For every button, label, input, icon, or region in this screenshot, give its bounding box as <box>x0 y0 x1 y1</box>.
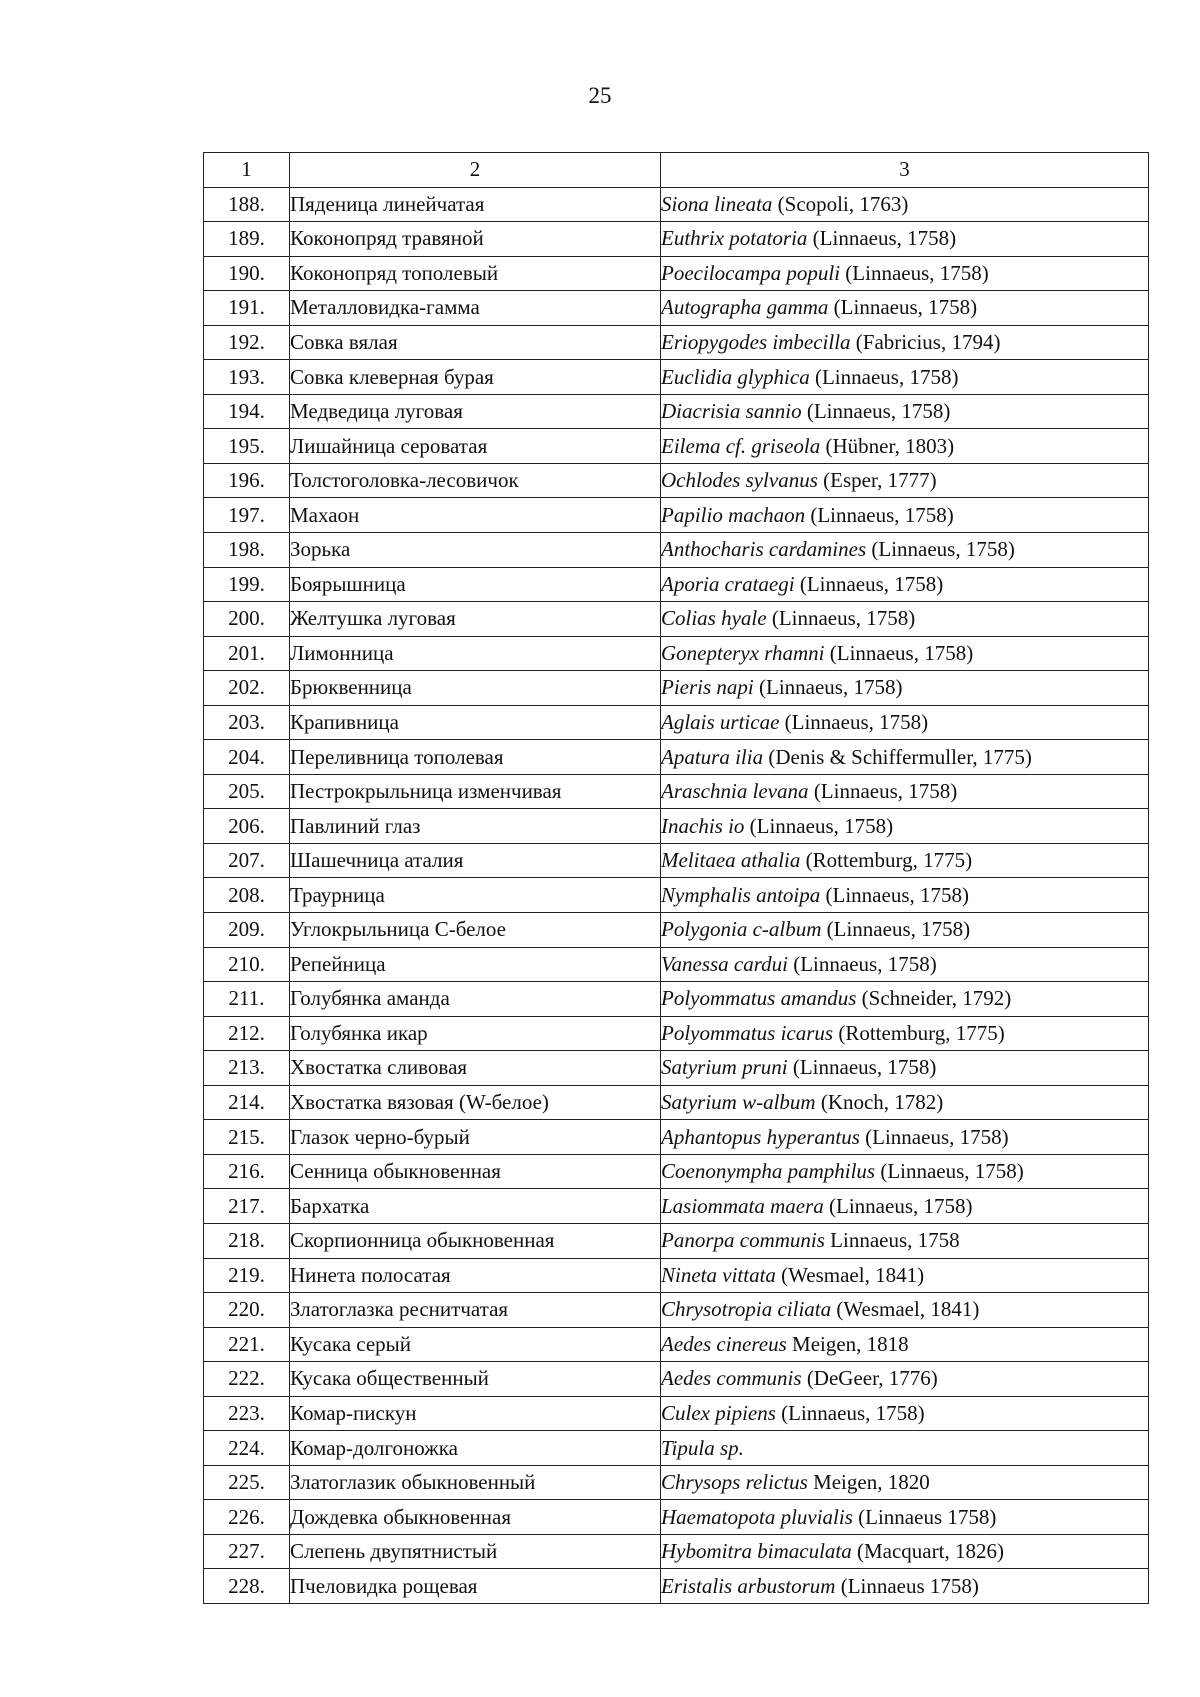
row-number: 200. <box>204 602 290 637</box>
russian-name: Совка клеверная бурая <box>290 360 661 395</box>
latin-name-cell <box>661 1500 1149 1535</box>
taxon-author: (Linnaeus, 1758) <box>845 260 989 285</box>
row-number: 203. <box>204 705 290 740</box>
column-header-russian-name: 2 <box>290 153 661 188</box>
latin-species-name: Nineta vittata <box>661 1262 776 1287</box>
taxon-author: (Macquart, 1826) <box>856 1539 1004 1564</box>
taxon-author: (Wesmael, 1841) <box>781 1262 925 1287</box>
russian-name: Лимонница <box>290 636 661 671</box>
taxon-author: (Schneider, 1792) <box>861 986 1012 1011</box>
latin-species-name: Vanessa cardui <box>661 951 788 976</box>
table-row <box>204 1500 1149 1535</box>
latin-name-cell <box>661 774 1149 809</box>
row-number: 227. <box>204 1534 290 1569</box>
taxon-author: Linnaeus, 1758 <box>830 1228 960 1253</box>
russian-name: Кусака общественный <box>290 1362 661 1397</box>
table-row <box>204 913 1149 948</box>
taxon-author: (DeGeer, 1776) <box>806 1366 938 1391</box>
latin-species-name: Ochlodes sylvanus <box>661 468 818 493</box>
russian-name: Коконопряд тополевый <box>290 256 661 291</box>
latin-name-cell <box>661 1223 1149 1258</box>
latin-name-cell <box>661 1465 1149 1500</box>
row-number: 194. <box>204 394 290 429</box>
row-number: 201. <box>204 636 290 671</box>
row-number: 226. <box>204 1500 290 1535</box>
row-number: 214. <box>204 1085 290 1120</box>
latin-species-name: Colias hyale <box>661 606 767 631</box>
row-number: 209. <box>204 913 290 948</box>
table-row <box>204 325 1149 360</box>
table-row <box>204 187 1149 222</box>
row-number: 205. <box>204 774 290 809</box>
russian-name: Коконопряд травяной <box>290 222 661 257</box>
row-number: 228. <box>204 1569 290 1604</box>
row-number: 189. <box>204 222 290 257</box>
table-row <box>204 740 1149 775</box>
taxon-author: (Linnaeus, 1758) <box>784 710 929 735</box>
latin-name-cell <box>661 705 1149 740</box>
latin-species-name: Papilio machaon <box>661 502 806 527</box>
russian-name: Павлиний глаз <box>290 809 661 844</box>
russian-name: Бархатка <box>290 1189 661 1224</box>
latin-species-name: Autographa gamma <box>661 295 829 320</box>
taxon-author: (Linnaeus 1758) <box>858 1504 997 1529</box>
latin-name-cell <box>661 463 1149 498</box>
latin-name-cell <box>661 878 1149 913</box>
latin-species-name: Polyommatus amandus <box>661 986 857 1011</box>
latin-name-cell <box>661 1051 1149 1086</box>
table-row <box>204 1465 1149 1500</box>
table-row <box>204 1223 1149 1258</box>
russian-name: Слепень двупятнистый <box>290 1534 661 1569</box>
russian-name: Углокрыльница С-белое <box>290 913 661 948</box>
russian-name: Комар-пискун <box>290 1396 661 1431</box>
latin-name-cell <box>661 533 1149 568</box>
russian-name: Медведица луговая <box>290 394 661 429</box>
russian-name: Пчеловидка рощевая <box>290 1569 661 1604</box>
russian-name: Хвостатка сливовая <box>290 1051 661 1086</box>
latin-name-cell <box>661 1120 1149 1155</box>
table-row <box>204 1189 1149 1224</box>
latin-name-cell <box>661 567 1149 602</box>
page-number: 25 <box>588 83 612 108</box>
russian-name: Толстоголовка-лесовичок <box>290 463 661 498</box>
latin-name-cell <box>661 947 1149 982</box>
row-number: 223. <box>204 1396 290 1431</box>
table-row <box>204 256 1149 291</box>
russian-name: Комар-долгоножка <box>290 1431 661 1466</box>
latin-species-name: Aedes cinereus <box>661 1331 787 1356</box>
taxon-author: (Esper, 1777) <box>823 468 937 493</box>
row-number: 213. <box>204 1051 290 1086</box>
latin-name-cell <box>661 1534 1149 1569</box>
column-header-number: 1 <box>204 153 290 188</box>
table-row <box>204 429 1149 464</box>
latin-species-name: Eilema cf. griseola <box>661 433 821 458</box>
russian-name: Кусака серый <box>290 1327 661 1362</box>
table-row <box>204 1327 1149 1362</box>
latin-name-cell <box>661 1396 1149 1431</box>
russian-name: Пестрокрыльница изменчивая <box>290 774 661 809</box>
latin-name-cell <box>661 1569 1149 1604</box>
taxon-author: (Linnaeus, 1758) <box>833 295 978 320</box>
russian-name: Махаон <box>290 498 661 533</box>
taxon-author: (Linnaeus, 1758) <box>792 1055 937 1080</box>
taxon-author: (Scopoli, 1763) <box>777 191 909 216</box>
table-row <box>204 533 1149 568</box>
latin-species-name: Aglais urticae <box>661 710 780 735</box>
taxon-author: (Linnaeus, 1758) <box>812 226 957 251</box>
latin-species-name: Inachis io <box>661 813 745 838</box>
latin-species-name: Siona lineata <box>661 191 773 216</box>
latin-name-cell <box>661 1293 1149 1328</box>
row-number: 190. <box>204 256 290 291</box>
latin-name-cell <box>661 982 1149 1017</box>
russian-name: Златоглазка реснитчатая <box>290 1293 661 1328</box>
row-number: 208. <box>204 878 290 913</box>
russian-name: Зорька <box>290 533 661 568</box>
latin-species-name: Haematopota pluvialis <box>661 1504 853 1529</box>
table-row <box>204 291 1149 326</box>
table-body <box>204 187 1149 1603</box>
latin-name-cell <box>661 498 1149 533</box>
table-row <box>204 1362 1149 1397</box>
row-number: 210. <box>204 947 290 982</box>
russian-name: Хвостатка вязовая (W-белое) <box>290 1085 661 1120</box>
russian-name: Траурница <box>290 878 661 913</box>
latin-species-name: Lasiommata maera <box>661 1193 824 1218</box>
taxon-author: (Linnaeus, 1758) <box>871 537 1015 562</box>
latin-species-name: Diacrisia sannio <box>661 399 802 424</box>
row-number: 218. <box>204 1223 290 1258</box>
latin-species-name: Chrysops relictus <box>661 1470 808 1495</box>
latin-name-cell <box>661 187 1149 222</box>
latin-name-cell <box>661 325 1149 360</box>
row-number: 198. <box>204 533 290 568</box>
latin-name-cell <box>661 602 1149 637</box>
russian-name: Репейница <box>290 947 661 982</box>
table-row <box>204 222 1149 257</box>
latin-species-name: Satyrium pruni <box>661 1055 788 1080</box>
latin-species-name: Hybomitra bimaculata <box>661 1539 852 1564</box>
table-row <box>204 878 1149 913</box>
russian-name: Голубянка аманда <box>290 982 661 1017</box>
taxon-author: (Rottemburg, 1775) <box>838 1020 1005 1045</box>
latin-species-name: Satyrium w-album <box>661 1090 816 1115</box>
table-row <box>204 463 1149 498</box>
row-number: 192. <box>204 325 290 360</box>
taxon-author: (Knoch, 1782) <box>820 1090 944 1115</box>
latin-name-cell <box>661 843 1149 878</box>
table-row <box>204 1016 1149 1051</box>
taxon-author: Meigen, 1820 <box>813 1470 930 1495</box>
row-number: 219. <box>204 1258 290 1293</box>
taxon-author: (Linnaeus, 1758) <box>759 675 903 700</box>
latin-species-name: Aphantopus hyperantus <box>661 1124 860 1149</box>
latin-species-name: Gonepteryx rhamni <box>661 640 825 665</box>
latin-name-cell <box>661 740 1149 775</box>
russian-name: Совка вялая <box>290 325 661 360</box>
russian-name: Скорпионница обыкновенная <box>290 1223 661 1258</box>
row-number: 215. <box>204 1120 290 1155</box>
russian-name: Лишайница сероватая <box>290 429 661 464</box>
latin-species-name: Panorpa communis <box>661 1228 825 1253</box>
taxon-author: (Linnaeus, 1758) <box>829 1193 973 1218</box>
taxon-author: (Fabricius, 1794) <box>855 330 1001 354</box>
latin-species-name: Aedes communis <box>661 1366 802 1391</box>
table-row <box>204 809 1149 844</box>
latin-name-cell <box>661 913 1149 948</box>
latin-species-name: Nymphalis antoipa <box>661 882 821 907</box>
table-row <box>204 394 1149 429</box>
russian-name: Металловидка-гамма <box>290 291 661 326</box>
latin-name-cell <box>661 429 1149 464</box>
latin-name-cell <box>661 1362 1149 1397</box>
taxon-author: (Hübner, 1803) <box>825 433 955 458</box>
row-number: 206. <box>204 809 290 844</box>
table-row <box>204 567 1149 602</box>
latin-species-name: Eriopygodes imbecilla <box>661 330 851 354</box>
table-header-row <box>204 153 1149 188</box>
row-number: 220. <box>204 1293 290 1328</box>
row-number: 204. <box>204 740 290 775</box>
table-row <box>204 1396 1149 1431</box>
latin-species-name: Poecilocampa populi <box>661 260 841 285</box>
russian-name: Шашечница аталия <box>290 843 661 878</box>
row-number: 202. <box>204 671 290 706</box>
row-number: 221. <box>204 1327 290 1362</box>
taxon-author: (Linnaeus, 1758) <box>810 502 954 527</box>
row-number: 199. <box>204 567 290 602</box>
table-row <box>204 498 1149 533</box>
russian-name: Дождевка обыкновенная <box>290 1500 661 1535</box>
latin-name-cell <box>661 1085 1149 1120</box>
taxon-author: Meigen, 1818 <box>792 1331 909 1356</box>
table-row <box>204 602 1149 637</box>
taxon-author: (Linnaeus, 1758) <box>781 1400 925 1425</box>
russian-name: Боярышница <box>290 567 661 602</box>
russian-name: Нинета полосатая <box>290 1258 661 1293</box>
taxon-author: (Linnaeus, 1758) <box>826 917 971 942</box>
table-row <box>204 636 1149 671</box>
table-row <box>204 1051 1149 1086</box>
latin-name-cell <box>661 809 1149 844</box>
latin-species-name: Apatura ilia <box>661 744 764 769</box>
taxon-author: (Linnaeus, 1758) <box>793 951 937 976</box>
table-row <box>204 1569 1149 1604</box>
taxon-author: (Linnaeus, 1758) <box>825 882 969 907</box>
row-number: 224. <box>204 1431 290 1466</box>
table-row <box>204 774 1149 809</box>
row-number: 207. <box>204 843 290 878</box>
latin-name-cell <box>661 1154 1149 1189</box>
taxon-author: (Rottemburg, 1775) <box>805 848 973 873</box>
latin-species-name: Culex pipiens <box>661 1400 776 1425</box>
taxon-author: (Linnaeus, 1758) <box>814 364 959 389</box>
taxon-author: (Linnaeus 1758) <box>840 1573 979 1598</box>
taxon-author: (Linnaeus, 1758) <box>806 399 951 424</box>
table-row <box>204 1431 1149 1466</box>
latin-species-name: Aporia crataegi <box>661 571 795 596</box>
table-row <box>204 1085 1149 1120</box>
latin-name-cell <box>661 1327 1149 1362</box>
table-row <box>204 1293 1149 1328</box>
latin-species-name: Polygonia c-album <box>661 917 822 942</box>
species-table <box>203 152 1149 1604</box>
table-row <box>204 1120 1149 1155</box>
column-header-latin-name: 3 <box>661 153 1149 188</box>
taxon-author: (Linnaeus, 1758) <box>865 1124 1009 1149</box>
latin-name-cell <box>661 1431 1149 1466</box>
row-number: 216. <box>204 1154 290 1189</box>
latin-species-name: Eristalis arbustorum <box>661 1573 836 1598</box>
table-row <box>204 360 1149 395</box>
taxon-author: (Wesmael, 1841) <box>836 1297 980 1322</box>
latin-species-name: Euclidia glyphica <box>661 364 810 389</box>
taxon-author: (Denis & Schiffermuller, 1775) <box>768 744 1032 769</box>
row-number: 188. <box>204 187 290 222</box>
latin-species-name: Melitaea athalia <box>661 848 801 873</box>
latin-species-name: Anthocharis cardamines <box>661 537 867 562</box>
russian-name: Глазок черно-бурый <box>290 1120 661 1155</box>
latin-name-cell <box>661 1016 1149 1051</box>
russian-name: Переливница тополевая <box>290 740 661 775</box>
latin-name-cell <box>661 1258 1149 1293</box>
latin-species-name: Pieris napi <box>661 675 754 700</box>
taxon-author: (Linnaeus, 1758) <box>829 640 974 665</box>
latin-species-name: Chrysotropia ciliata <box>661 1297 832 1322</box>
latin-name-cell <box>661 256 1149 291</box>
row-number: 212. <box>204 1016 290 1051</box>
row-number: 225. <box>204 1465 290 1500</box>
row-number: 196. <box>204 463 290 498</box>
table-row <box>204 705 1149 740</box>
russian-name: Голубянка икар <box>290 1016 661 1051</box>
latin-name-cell <box>661 671 1149 706</box>
row-number: 191. <box>204 291 290 326</box>
latin-name-cell <box>661 394 1149 429</box>
taxon-author: (Linnaeus, 1758) <box>749 813 894 838</box>
russian-name: Пяденица линейчатая <box>290 187 661 222</box>
latin-species-name: Tipula sp. <box>661 1435 744 1460</box>
latin-name-cell <box>661 222 1149 257</box>
latin-species-name: Coenonympha pamphilus <box>661 1159 876 1184</box>
row-number: 193. <box>204 360 290 395</box>
russian-name: Сенница обыкновенная <box>290 1154 661 1189</box>
latin-name-cell <box>661 1189 1149 1224</box>
table-row <box>204 947 1149 982</box>
latin-name-cell <box>661 636 1149 671</box>
russian-name: Брюквенница <box>290 671 661 706</box>
table-row <box>204 1534 1149 1569</box>
russian-name: Желтушка луговая <box>290 602 661 637</box>
table-row <box>204 982 1149 1017</box>
row-number: 217. <box>204 1189 290 1224</box>
table-row <box>204 671 1149 706</box>
table-row <box>204 1154 1149 1189</box>
russian-name: Златоглазик обыкновенный <box>290 1465 661 1500</box>
latin-name-cell <box>661 291 1149 326</box>
latin-species-name: Euthrix potatoria <box>661 226 808 251</box>
latin-species-name: Araschnia levana <box>661 779 809 804</box>
table-row <box>204 843 1149 878</box>
table-row <box>204 1258 1149 1293</box>
taxon-author: (Linnaeus, 1758) <box>771 606 916 631</box>
row-number: 211. <box>204 982 290 1017</box>
row-number: 197. <box>204 498 290 533</box>
taxon-author: (Linnaeus, 1758) <box>813 779 958 804</box>
row-number: 195. <box>204 429 290 464</box>
latin-species-name: Polyommatus icarus <box>661 1020 834 1045</box>
row-number: 222. <box>204 1362 290 1397</box>
taxon-author: (Linnaeus, 1758) <box>799 571 944 596</box>
taxon-author: (Linnaeus, 1758) <box>880 1159 1024 1184</box>
latin-name-cell <box>661 360 1149 395</box>
russian-name: Крапивница <box>290 705 661 740</box>
